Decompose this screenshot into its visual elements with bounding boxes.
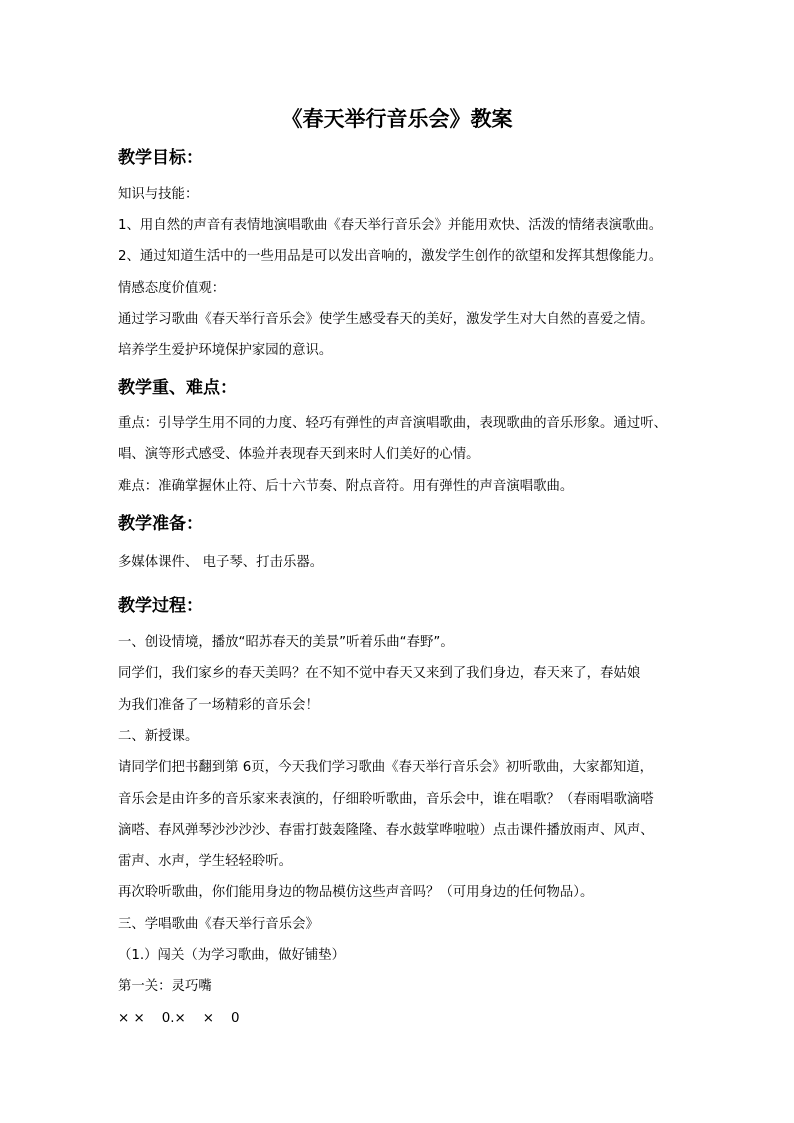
paragraph: 滴嗒、春风弹琴沙沙沙沙、春雷打鼓轰隆隆、春水鼓掌哗啦啦）点击课件播放雨声、风声、 — [118, 823, 654, 838]
section-heading-preparation: 教学准备： — [118, 514, 203, 534]
paragraph: 1、用自然的声音有表情地演唱歌曲《春天举行音乐会》并能用欢快、活泼的情绪表演歌曲。 — [118, 218, 663, 233]
paragraph: 雷声、水声，学生轻轻聆听。 — [118, 854, 293, 869]
paragraph: 第一关：灵巧嘴 — [118, 979, 212, 994]
paragraph: 音乐会是由许多的音乐家来表演的，仔细聆听歌曲，音乐会中，谁在唱歌？（春雨唱歌滴嗒 — [118, 792, 654, 807]
paragraph: 请同学们把书翻到第 6页，今天我们学习歌曲《春天举行音乐会》初听歌曲，大家都知道， — [118, 760, 654, 775]
paragraph: 一、创设情境，播放“昭苏春天的美景”听着乐曲“春野”。 — [118, 635, 454, 650]
paragraph: （1.）闯关（为学习歌曲，做好铺垫） — [118, 948, 346, 963]
section-heading-objectives: 教学目标： — [118, 148, 203, 168]
paragraph: 2、通过知道生活中的一些用品是可以发出音响的，激发学生创作的欲望和发挥其想像能力。 — [118, 249, 663, 264]
document-title: 《春天举行音乐会》教案 — [281, 107, 513, 131]
paragraph: 难点：准确掌握休止符、后十六节奏、附点音符。用有弹性的声音演唱歌曲。 — [118, 479, 574, 494]
paragraph: 二、新授课。 — [118, 729, 199, 744]
paragraph: 情感态度价值观： — [118, 281, 226, 296]
paragraph: 重点：引导学生用不同的力度、轻巧有弹性的声音演唱歌曲，表现歌曲的音乐形象。通过听、 — [118, 416, 668, 431]
section-heading-process: 教学过程： — [118, 596, 203, 616]
paragraph: 三、学唱歌曲《春天举行音乐会》 — [118, 917, 319, 932]
paragraph: 通过学习歌曲《春天举行音乐会》使学生感受春天的美好，激发学生对大自然的喜爱之情。 — [118, 312, 654, 327]
paragraph: 多媒体课件、 电子琴、打击乐器。 — [118, 555, 324, 570]
paragraph: 知识与技能： — [118, 187, 199, 202]
paragraph: 为我们准备了一场精彩的音乐会！ — [118, 698, 319, 713]
paragraph: 再次聆听歌曲，你们能用身边的物品模仿这些声音吗？（可用身边的任何物品）。 — [118, 885, 594, 900]
paragraph: 培养学生爱护环境保护家园的意识。 — [118, 343, 333, 358]
section-heading-key-points: 教学重、难点： — [118, 378, 237, 398]
paragraph: 唱、演等形式感受、体验并表现春天到来时人们美好的心情。 — [118, 447, 480, 462]
paragraph: 同学们，我们家乡的春天美吗？在不知不觉中春天又来到了我们身边，春天来了，春姑娘 — [118, 666, 641, 681]
rhythm-notation: × × 0.× × 0 — [118, 1011, 240, 1026]
